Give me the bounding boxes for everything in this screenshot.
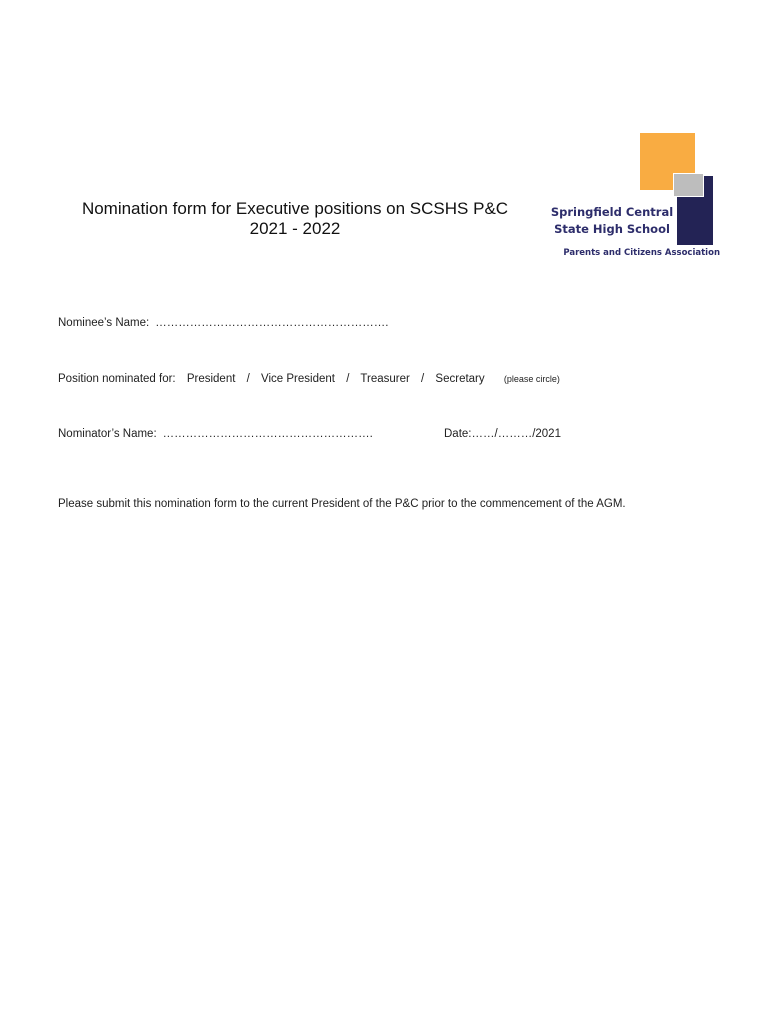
position-separator: / [346, 373, 350, 385]
form-title-line-2: 2021 - 2022 [249, 219, 341, 238]
date-blank[interactable]: ……/………/2021 [471, 428, 561, 440]
position-field [58, 373, 560, 385]
position-separator: / [246, 373, 250, 385]
logo-school-name-line-2: State High School [554, 222, 670, 236]
position-separator: / [421, 373, 425, 385]
nominee-name-field[interactable] [58, 317, 388, 329]
nominator-name-field[interactable] [58, 428, 373, 440]
position-label: Position nominated for: [58, 373, 176, 385]
submission-instructions: Please submit this nomination form to the current President of the P&C prior to the commencement of the AGM. [58, 498, 626, 510]
logo-school-name-line-1: Springfield Central [550, 205, 674, 219]
form-title [40, 199, 550, 239]
nominator-name-blank[interactable]: ………………………………………………. [162, 428, 373, 440]
school-logo [540, 132, 720, 264]
position-option-treasurer[interactable]: Treasurer [360, 373, 410, 385]
logo-school-name [547, 204, 677, 238]
nominator-name-label: Nominator’s Name: [58, 428, 157, 440]
logo-grey-square [673, 173, 704, 197]
date-field[interactable] [444, 428, 561, 440]
form-title-line-1: Nomination form for Executive positions on SCSHS P&C [81, 199, 509, 218]
date-label: Date: [444, 428, 472, 440]
position-option-vice-president[interactable]: Vice President [261, 373, 335, 385]
position-option-president[interactable]: President [186, 373, 236, 385]
position-option-secretary[interactable]: Secretary [435, 373, 485, 385]
nominee-name-blank[interactable]: ……………………………………………………. [155, 317, 389, 329]
position-note: (please circle) [503, 374, 560, 384]
nominee-name-label: Nominee’s Name: [58, 317, 150, 329]
logo-subtitle: Parents and Citizens Association [563, 248, 720, 258]
